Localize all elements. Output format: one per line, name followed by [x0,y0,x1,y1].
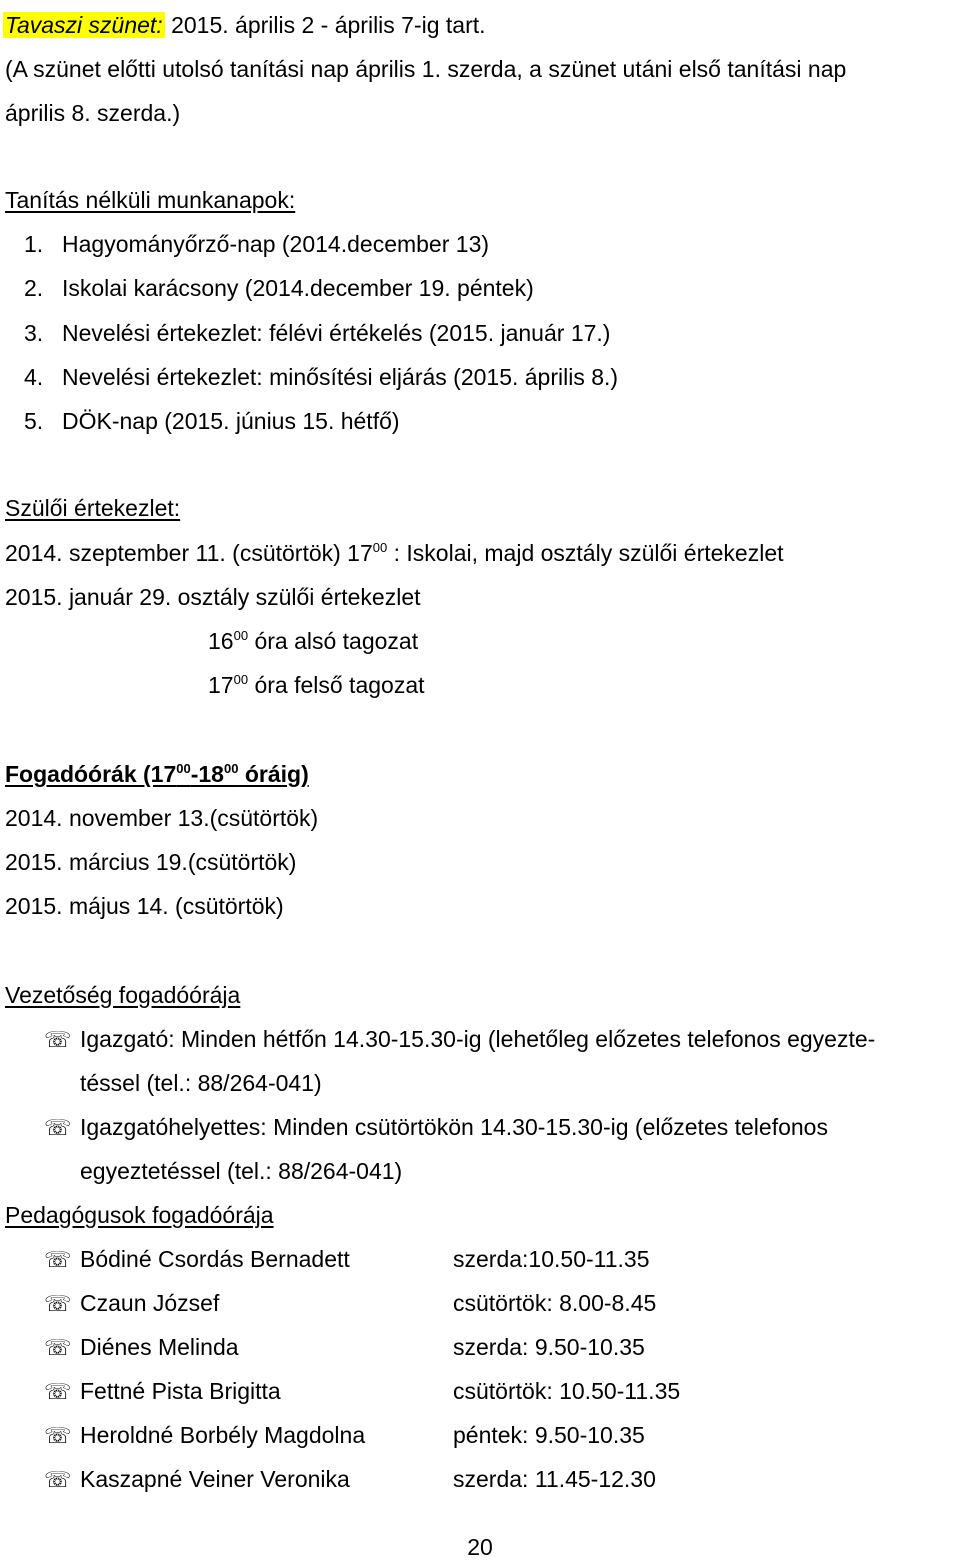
office-hours-heading: Fogadóórák ($17^{00}-18^{00}$ óráig) [5,761,309,787]
office-hours-date: 2015. május 14. (csütörtök) [5,893,284,919]
teacher-row [44,1288,656,1319]
deputy-line-2: egyeztetéssel (tel.: 88/264-041) [80,1158,403,1184]
director-line-2: téssel (tel.: 88/264-041) [80,1070,322,1096]
parent-meetings-heading: Szülői értekezlet: [5,495,181,521]
phone-icon: ☏ [44,1335,72,1360]
parent-meeting-row-1: 2014. szeptember 11. (csütörtök) $17^{00}$ : Iskolai, majd osztály szülői értekezlet [5,540,784,566]
teacher-time: szerda: 11.45-12.30 [453,1466,656,1492]
parent-meeting-row-4: $17^{00}$ óra felső tagozat [208,672,425,698]
teacher-time: csütörtök: 8.00-8.45 [453,1290,657,1316]
office-hours-date: 2015. március 19.(csütörtök) [5,849,297,875]
spring-break-note-2: április 8. szerda.) [5,100,181,126]
teacher-name: Fettné Pista Brigitta [80,1378,281,1404]
teacher-row [44,1332,645,1363]
phone-icon: ☏ [44,1027,72,1052]
teacher-row [44,1464,656,1495]
teacher-name: Kaszapné Veiner Veronika [80,1466,350,1492]
teacher-time: péntek: 9.50-10.35 [453,1422,645,1448]
spring-break-line [5,10,486,40]
deputy-line-1: ☏ Igazgatóhelyettes: Minden csütörtökön 14.30-15.30-ig (előzetes telefonos [44,1112,828,1143]
teacher-time: szerda:10.50-11.35 [453,1246,650,1272]
teacher-row [44,1376,680,1407]
office-hours-date: 2014. november 13.(csütörtök) [5,805,319,831]
phone-icon: ☏ [44,1291,72,1316]
spring-break-label: Tavaszi szünet: [5,12,163,38]
phone-icon: ☏ [44,1423,72,1448]
parent-meeting-row-2: 2015. január 29. osztály szülői értekezlet [5,584,421,610]
parent-meeting-row-3: $16^{00}$ óra alsó tagozat [208,628,419,654]
list-item: 5. DÖK-nap (2015. június 15. hétfő) [24,408,400,434]
teacher-name: Bódiné Csordás Bernadett [80,1246,350,1272]
teacher-time: szerda: 9.50-10.35 [453,1334,645,1360]
teacher-hours-heading: Pedagógusok fogadóórája [5,1202,274,1228]
director-line-1: ☏ Igazgató: Minden hétfőn 14.30-15.30-ig (lehetőleg előzetes telefonos egyezte- [44,1024,875,1055]
phone-icon: ☏ [44,1115,72,1140]
spring-break-text: 2015. április 2 - április 7-ig tart. [164,12,486,38]
teacher-name: Heroldné Borbély Magdolna [80,1422,366,1448]
list-item: 4. Nevelési értekezlet: minősítési eljárás (2015. április 8.) [24,364,619,390]
page-number: 20 [467,1534,493,1560]
teacher-name: Czaun József [80,1290,220,1316]
list-item: 2. Iskolai karácsony (2014.december 19. péntek) [24,275,534,301]
teacher-name: Diénes Melinda [80,1334,239,1360]
spring-break-note-1: (A szünet előtti utolsó tanítási nap április 1. szerda, a szünet utáni első tanítási nap [5,56,847,82]
management-hours-heading: Vezetőség fogadóórája [5,982,241,1008]
teacher-time: csütörtök: 10.50-11.35 [453,1378,681,1404]
teacher-row [44,1244,650,1275]
list-item: 3. Nevelési értekezlet: félévi értékelés (2015. január 17.) [24,320,611,346]
teacher-row [44,1420,645,1451]
phone-icon: ☏ [44,1379,72,1404]
phone-icon: ☏ [44,1467,72,1492]
phone-icon: ☏ [44,1247,72,1272]
list-item: 1. Hagyományőrző-nap (2014.december 13) [24,231,490,257]
non-teaching-days-heading: Tanítás nélküli munkanapok: [5,187,296,213]
